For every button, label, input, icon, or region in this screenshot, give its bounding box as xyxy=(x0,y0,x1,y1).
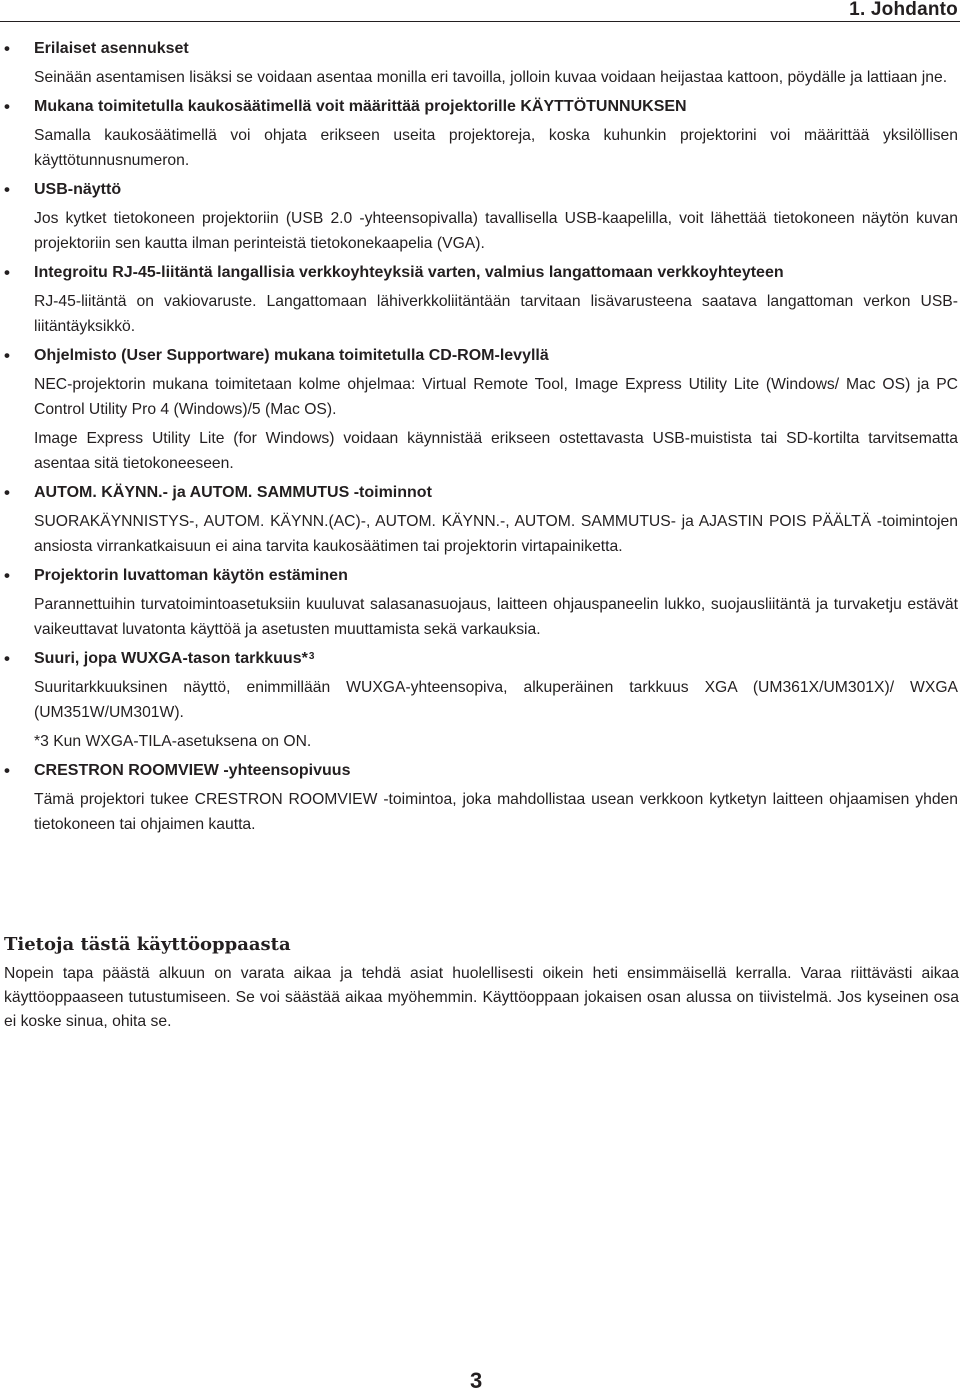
feature-description: Seinään asentamisen lisäksi se voidaan asentaa monilla eri tavoilla, jolloin kuvaa voidaan heijastaa kattoon, pöydälle ja lattiaan jne. xyxy=(34,69,948,86)
bullet-icon: • xyxy=(4,566,10,585)
feature-title: USB-näyttö xyxy=(34,181,122,198)
bullet-icon: • xyxy=(4,39,10,58)
feature-item-resolution xyxy=(0,646,960,754)
feature-item-software xyxy=(0,343,960,476)
feature-item-installation xyxy=(0,36,960,90)
about-manual-section xyxy=(4,930,959,1034)
bullet-icon: • xyxy=(4,649,10,668)
bullet-icon: • xyxy=(4,180,10,199)
feature-title xyxy=(34,646,958,672)
feature-title: Integroitu RJ-45-liitäntä langallisia verkkoyhteyksiä varten, valmius langattomaan verkkoyhteyteen xyxy=(34,264,784,281)
bullet-icon: • xyxy=(4,483,10,502)
feature-list xyxy=(0,36,960,841)
chapter-title: 1. Johdanto xyxy=(849,0,958,20)
feature-item-rj45 xyxy=(0,260,960,339)
section-body: Nopein tapa päästä alkuun on varata aikaa ja tehdä asiat huolellisesti oikein heti ensimmäisellä kerralla. Varaa riittävästi aikaa käyttöoppaaseen tutustumiseen. Se voi säästää aikaa myöhemmin. Käyttöoppaan jokaisen osan alussa on tiivistelmä. Jos kyseinen osa ei koske sinua, ohita se. xyxy=(4,965,959,1030)
feature-title: CRESTRON ROOMVIEW -yhteensopivuus xyxy=(34,762,351,779)
feature-description: NEC-projektorin mukana toimitetaan kolme ohjelmaa: Virtual Remote Tool, Image Express Utility Lite (Windows/ Mac OS) ja PC Control Utility Pro 4 (Windows)/5 (Mac OS). xyxy=(34,376,958,418)
feature-item-auto-power xyxy=(0,480,960,559)
bullet-icon: • xyxy=(4,263,10,282)
feature-description: Image Express Utility Lite (for Windows) voidaan käynnistää erikseen ostettavasta USB-muistista tai SD-kortilta tarvitsematta asentaa sitä tietokoneeseen. xyxy=(34,430,958,472)
feature-description: Suuritarkkuuksinen näyttö, enimmillään WUXGA-yhteensopiva, alkuperäinen tarkkuus XGA (UM361X/UM301X)/ WXGA (UM351W/UM301W). xyxy=(34,679,958,721)
section-heading: Tietoja tästä käyttöoppaasta xyxy=(4,934,291,955)
bullet-icon: • xyxy=(4,761,10,780)
feature-title: Projektorin luvattoman käytön estäminen xyxy=(34,567,348,584)
feature-item-crestron xyxy=(0,758,960,837)
feature-description: Tämä projektori tukee CRESTRON ROOMVIEW -toimintoa, joka mahdollistaa usean verkkoon kytketyn laitteen ohjaamisen yhden tietokoneen tai ohjaimen kautta. xyxy=(34,791,958,833)
feature-title: Mukana toimitetulla kaukosäätimellä voit määrittää projektorille KÄYTTÖTUNNUKSEN xyxy=(34,98,687,115)
feature-description: Samalla kaukosäätimellä voi ohjata erikseen useita projektoreja, koska kuhunkin projektorini voi määrittää yksilöllisen käyttötunnusnumeron. xyxy=(34,127,958,169)
footnote: *3 Kun WXGA-TILA-asetuksena on ON. xyxy=(34,733,312,750)
feature-title-text: Suuri, jopa WUXGA-tason tarkkuus* xyxy=(34,650,308,667)
feature-description: Parannettuihin turvatoimintoasetuksiin kuuluvat salasanasuojaus, laitteen ohjauspaneelin lukko, suojausliitäntä ja turvaketju estävät vaikeuttavat luvatonta käyttöä ja asetusten muuttamista sekä varkauksia. xyxy=(34,596,958,638)
feature-title: Erilaiset asennukset xyxy=(34,40,189,57)
page-number: 3 xyxy=(470,1368,483,1393)
feature-item-remote-id xyxy=(0,94,960,173)
feature-description: RJ-45-liitäntä on vakiovaruste. Langattomaan lähiverkkoliitäntään tarvitaan lisävarusteena saatava langattoman verkon USB-liitäntäyksikkö. xyxy=(34,293,958,335)
feature-item-usb-display xyxy=(0,177,960,256)
feature-item-security xyxy=(0,563,960,642)
bullet-icon: • xyxy=(4,346,10,365)
header-rule xyxy=(0,21,960,22)
feature-description: SUORAKÄYNNISTYS-, AUTOM. KÄYNN.(AC)-, AUTOM. KÄYNN.-, AUTOM. SAMMUTUS- ja AJASTIN POIS PÄÄLTÄ -toimintojen ansiosta virrankatkaisuun ei aina tarvita kaukosäätimen tai projektorin virtapainiketta. xyxy=(34,513,958,555)
footnote-marker: 3 xyxy=(308,651,315,662)
feature-title: AUTOM. KÄYNN.- ja AUTOM. SAMMUTUS -toiminnot xyxy=(34,484,432,501)
feature-description: Jos kytket tietokoneen projektoriin (USB 2.0 -yhteensopivalla) tavallisella USB-kaapelilla, voit lähettää tietokoneen näytön kuvan projektoriin sen kautta ilman perinteistä tietokonekaapelia (VGA). xyxy=(34,210,958,252)
feature-title: Ohjelmisto (User Supportware) mukana toimitetulla CD-ROM-levyllä xyxy=(34,347,549,364)
bullet-icon: • xyxy=(4,97,10,116)
